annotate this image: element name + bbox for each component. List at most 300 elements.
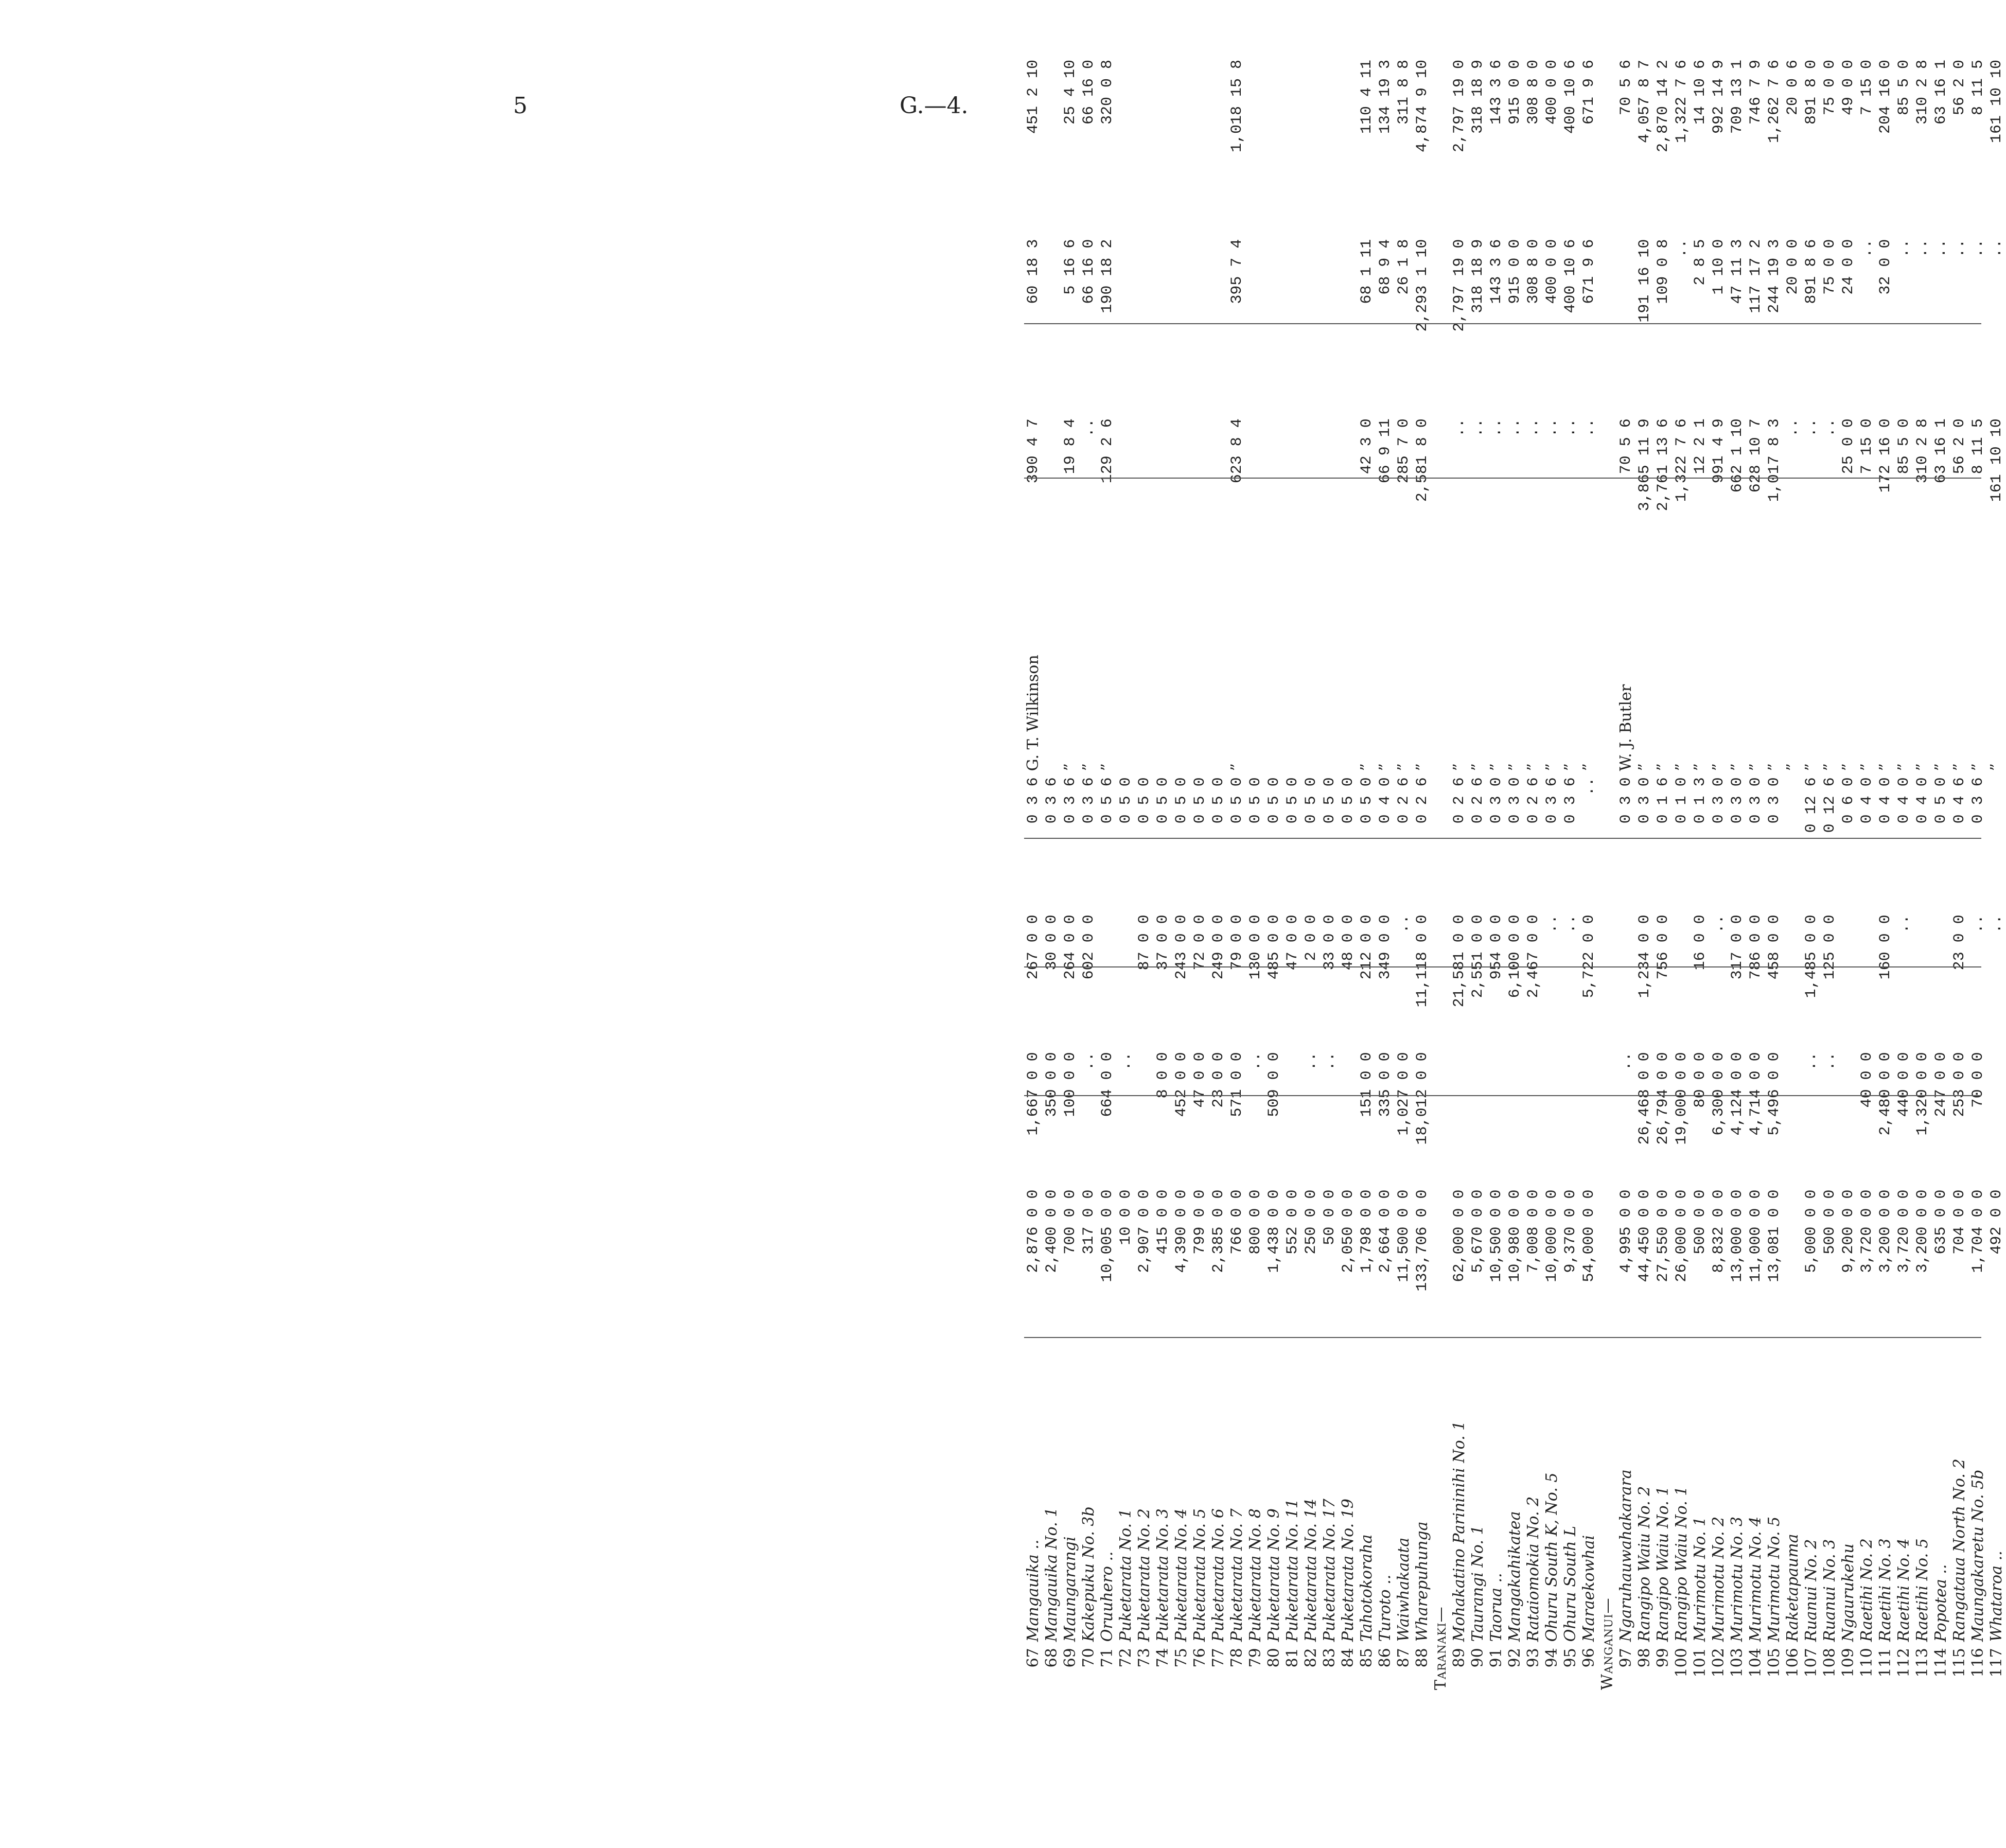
cell-no: 104 [1747, 1648, 1765, 1678]
cell-c8: 451 2 10 [1025, 60, 1042, 134]
cell-c6: 63 16 1 [1932, 418, 1950, 484]
cell-c7 [1321, 236, 1339, 416]
table-row [1932, 57, 1950, 1693]
cell-c5: ” [1395, 763, 1413, 771]
cell-c3: 87 0 0 [1136, 914, 1153, 971]
cell-c2 [1469, 1049, 1487, 1186]
cell-c4: 0 4 0 [1877, 777, 1894, 824]
cell-c8: 8 11 5 [1969, 60, 1987, 116]
cell-c8: 75 0 0 [1821, 60, 1839, 116]
cell-name: Mangakahikatea [1506, 1511, 1524, 1642]
cell-no: 102 [1710, 1648, 1728, 1678]
cell-c4: 0 5 0 [1247, 777, 1264, 824]
cell-c2 [1784, 1049, 1802, 1186]
section-heading-row [1432, 57, 1450, 1693]
cell-c1: 2,050 0 0 [1340, 1189, 1357, 1273]
cell-c5: ” [1580, 763, 1598, 771]
cell-c6 [1246, 415, 1265, 579]
cell-c4: 0 4 0 [1895, 777, 1913, 824]
cell-c4: 0 3 0 [1766, 777, 1783, 824]
cell-c3: 786 0 0 [1747, 914, 1765, 980]
page-number: 5 [513, 93, 527, 119]
table-row [1061, 57, 1080, 1693]
cell-c2: 5,496 0 0 [1766, 1052, 1783, 1136]
table-row [1858, 57, 1876, 1693]
cell-c2 [1839, 1049, 1858, 1186]
cell-name: Turoto .. [1376, 1574, 1394, 1642]
cell-c8 [1283, 57, 1302, 236]
cell-c2: 1,027 0 0 [1395, 1052, 1413, 1136]
cell-c6 [1302, 415, 1321, 579]
cell-c1: 635 0 0 [1932, 1189, 1950, 1255]
column-rule [1024, 478, 1981, 479]
cell-c6: 172 16 0 [1877, 418, 1894, 493]
cell-c1: 4,390 0 0 [1173, 1189, 1190, 1273]
cell-no: 98 [1635, 1648, 1653, 1668]
table-row [1117, 57, 1135, 1693]
cell-c5: ” [1487, 763, 1505, 771]
cell-c3: 48 0 0 [1340, 914, 1357, 971]
cell-c7: .. [1932, 239, 1950, 258]
cell-no: 108 [1821, 1648, 1839, 1678]
cell-c8 [1339, 57, 1358, 236]
table-row [1024, 57, 1043, 1693]
cell-c2: 2,480 0 0 [1877, 1052, 1894, 1136]
cell-c1: 10,005 0 0 [1099, 1189, 1116, 1282]
cell-c7 [1117, 236, 1135, 416]
cell-name: Raetihi No. 2 [1858, 1538, 1876, 1642]
cell-c5: ” [1858, 763, 1876, 771]
cell-c4: 0 2 6 [1525, 777, 1542, 824]
cell-c6: 70 5 6 [1617, 418, 1635, 474]
cell-c7: 68 1 11 [1358, 239, 1376, 304]
cell-c5: ” [1784, 763, 1802, 771]
cell-name: Puketarata No. 5 [1191, 1508, 1209, 1642]
table-row [1154, 57, 1172, 1693]
cell-c2 [1283, 1049, 1302, 1186]
cell-c5 [1209, 579, 1228, 774]
cell-c1: 8,832 0 0 [1710, 1189, 1728, 1273]
cell-c7 [1172, 236, 1191, 416]
table-row [1358, 57, 1376, 1693]
cell-c1: 5,670 0 0 [1469, 1189, 1487, 1273]
cell-c7: 109 0 8 [1655, 239, 1672, 304]
cell-c3: 37 0 0 [1154, 914, 1172, 971]
cell-c6: 3,865 11 9 [1636, 418, 1653, 512]
cell-c3: .. [1988, 914, 2005, 934]
cell-c4: 0 5 0 [1210, 777, 1227, 824]
cell-c7: 190 18 2 [1099, 239, 1116, 313]
cell-c4: 0 3 6 [1969, 777, 1987, 824]
cell-c6: 19 8 4 [1062, 418, 1079, 474]
cell-c2: 47 0 0 [1191, 1052, 1209, 1108]
cell-c8 [1302, 57, 1321, 236]
cell-c4: 0 2 6 [1414, 777, 1431, 824]
cell-c2: 100 0 0 [1062, 1052, 1079, 1117]
cell-c5: ” [1635, 763, 1653, 771]
cell-c4: 0 5 6 [1099, 777, 1116, 824]
cell-c3 [1913, 911, 1932, 1049]
cell-no: 75 [1172, 1648, 1190, 1668]
cell-c4: 0 6 0 [1840, 777, 1857, 824]
cell-c2 [1487, 1049, 1506, 1186]
cell-c5: ” [1691, 763, 1709, 771]
cell-c4: 0 4 0 [1914, 777, 1931, 824]
cell-c2 [1506, 1049, 1524, 1186]
table-row [1784, 57, 1802, 1693]
cell-c3: 756 0 0 [1655, 914, 1672, 980]
cell-no: 81 [1283, 1648, 1301, 1668]
cell-c7: 32 0 0 [1877, 239, 1894, 295]
table-row [1172, 57, 1191, 1693]
cell-c6: 8 11 5 [1969, 418, 1987, 474]
cell-name: Rangipo Waiu No. 1 [1673, 1486, 1691, 1642]
table-row [1635, 57, 1654, 1693]
cell-no: 107 [1802, 1648, 1820, 1678]
cell-c7: 66 16 0 [1080, 239, 1098, 304]
cell-name: Murimotu No. 3 [1728, 1516, 1746, 1642]
cell-c6: .. [1506, 418, 1524, 437]
cell-c7 [1043, 236, 1061, 416]
table-row [1839, 57, 1858, 1693]
cell-no: 110 [1858, 1648, 1876, 1678]
cell-c8: 20 0 6 [1784, 60, 1802, 116]
cell-c6 [1191, 415, 1209, 579]
cell-c3: 2 0 0 [1303, 914, 1320, 961]
cell-name: Murimotu No. 5 [1765, 1516, 1783, 1642]
cell-c8: 308 8 0 [1525, 60, 1542, 125]
cell-c1: 11,500 0 0 [1395, 1189, 1413, 1282]
table-row [1209, 57, 1228, 1693]
table-row [1413, 57, 1432, 1693]
cell-c4: 0 3 6 [1043, 777, 1061, 824]
cell-c3 [1117, 911, 1135, 1049]
table-row [1987, 57, 2006, 1693]
cell-c3 [1617, 911, 1635, 1049]
table-row [1191, 57, 1209, 1693]
table-row [1487, 57, 1506, 1693]
cell-name: Puketarata No. 2 [1135, 1508, 1153, 1642]
cell-c6: .. [1488, 418, 1505, 437]
cell-c8: 400 10 6 [1562, 60, 1579, 134]
cell-c6 [1283, 415, 1302, 579]
cell-c3: 243 0 0 [1173, 914, 1190, 980]
cell-c4: 0 2 6 [1469, 777, 1487, 824]
cell-c4: 0 3 0 [1729, 777, 1746, 824]
cell-c2: .. [1617, 1052, 1635, 1071]
table-row [1376, 57, 1395, 1693]
cell-c1: 799 0 0 [1191, 1189, 1209, 1255]
cell-c3: .. [1395, 914, 1413, 934]
cell-c7: 20 0 0 [1784, 239, 1802, 295]
cell-c2 [1450, 1049, 1469, 1186]
cell-c1: 5,000 0 0 [1803, 1189, 1820, 1273]
cell-c5: ” [1524, 763, 1542, 771]
table-row [1950, 57, 1969, 1693]
cell-c4: 0 5 0 [1358, 777, 1376, 824]
cell-c7: .. [1858, 239, 1876, 258]
cell-c6 [1265, 415, 1283, 579]
cell-c6: .. [1451, 418, 1468, 437]
cell-c2: .. [1321, 1052, 1339, 1071]
land-purchase-table [1024, 57, 2005, 1693]
cell-no: 112 [1895, 1648, 1913, 1678]
cell-c5: ” [1821, 763, 1839, 771]
cell-c3: 602 0 0 [1080, 914, 1098, 980]
cell-c3: 458 0 0 [1766, 914, 1783, 980]
cell-c5 [1135, 579, 1154, 774]
cell-c2: 26,794 0 0 [1655, 1052, 1672, 1145]
table-row [1524, 57, 1543, 1693]
cell-c8: 85 5 0 [1895, 60, 1913, 116]
cell-c8: 49 0 0 [1840, 60, 1857, 116]
cell-name: Puketarata No. 9 [1265, 1508, 1283, 1642]
cell-c8: 7 15 0 [1858, 60, 1876, 116]
cell-c7: 191 16 10 [1636, 239, 1653, 323]
column-rule [1024, 838, 1981, 839]
cell-c2: 247 0 0 [1932, 1052, 1950, 1117]
cell-c4: 0 1 3 [1692, 777, 1709, 824]
table-row [1691, 57, 1710, 1693]
cell-c3: 130 0 0 [1247, 914, 1264, 980]
table-row [1080, 57, 1098, 1693]
cell-name: Rangataua North No. 2 [1950, 1458, 1968, 1642]
cell-c7: 395 7 4 [1228, 239, 1246, 304]
cell-c2: 151 0 0 [1358, 1052, 1376, 1117]
cell-no: 77 [1209, 1648, 1227, 1668]
cell-c4: 0 2 6 [1451, 777, 1468, 824]
cell-c3: 30 0 0 [1043, 914, 1061, 971]
cell-c6: .. [1543, 418, 1561, 437]
cell-c2: .. [1303, 1052, 1320, 1071]
cell-c1: 766 0 0 [1228, 1189, 1246, 1255]
page-header [0, 0, 1051, 154]
cell-c7: .. [1914, 239, 1931, 258]
cell-c6: .. [1525, 418, 1542, 437]
cell-c3: 6,100 0 0 [1506, 914, 1524, 998]
cell-c2 [1543, 1049, 1561, 1186]
cell-name: Whataroa .. [1987, 1551, 2005, 1642]
cell-name: Rangipo Waiu No. 2 [1635, 1486, 1653, 1642]
cell-c7: 2 8 5 [1692, 239, 1709, 286]
cell-c6: .. [1562, 418, 1579, 437]
cell-c8: 1,262 7 6 [1766, 60, 1783, 144]
cell-c5: ” [1876, 763, 1894, 771]
cell-name: Murimotu No. 2 [1710, 1516, 1728, 1642]
cell-c5: ” [1728, 763, 1746, 771]
cell-c1: 1,798 0 0 [1358, 1189, 1376, 1273]
table-row [1765, 57, 1784, 1693]
cell-c7: 2,797 19 0 [1451, 239, 1468, 332]
column-rule [1024, 1095, 1981, 1096]
cell-c5: ” [1358, 763, 1376, 771]
cell-c1: 704 0 0 [1951, 1189, 1968, 1255]
cell-c8: 2,870 14 2 [1655, 60, 1672, 153]
cell-no: 94 [1543, 1648, 1561, 1668]
cell-name: Ngaruhauwahakarara [1617, 1469, 1635, 1642]
cell-c4: 0 1 6 [1655, 777, 1672, 824]
cell-name: Puketarata No. 11 [1283, 1499, 1301, 1642]
cell-c6: .. [1784, 418, 1802, 437]
cell-c8: 25 4 10 [1062, 60, 1079, 125]
cell-c1: 9,370 0 0 [1562, 1189, 1579, 1273]
cell-c7: 47 11 3 [1729, 239, 1746, 304]
cell-name: Waiwhakaata [1395, 1537, 1413, 1642]
table-row [1265, 57, 1283, 1693]
cell-c6: .. [1469, 418, 1487, 437]
cell-c5: ” [1376, 763, 1394, 771]
cell-c4: 0 5 0 [1284, 777, 1301, 824]
cell-c4: 0 4 0 [1858, 777, 1876, 824]
cell-c8: 311 8 8 [1395, 60, 1413, 125]
cell-no: 69 [1061, 1648, 1079, 1668]
cell-c8: 4,057 8 7 [1636, 60, 1653, 144]
table-row [1135, 57, 1154, 1693]
cell-c3: .. [1562, 914, 1579, 934]
cell-name: Mohakatino Parininihi No. 1 [1450, 1420, 1468, 1642]
cell-c1: 2,907 0 0 [1136, 1189, 1153, 1273]
cell-name: Maraekowhai [1580, 1535, 1598, 1642]
cell-c2: 335 0 0 [1377, 1052, 1394, 1117]
cell-c1 [1784, 1186, 1802, 1324]
cell-c2: 6,300 0 0 [1710, 1052, 1728, 1136]
table-row [1098, 57, 1117, 1693]
table-body [1024, 57, 2006, 1693]
cell-c6 [1321, 415, 1339, 579]
cell-c1: 317 0 0 [1080, 1189, 1098, 1255]
cell-no: 100 [1673, 1648, 1691, 1678]
cell-no: 114 [1932, 1648, 1950, 1678]
cell-c1: 10,000 0 0 [1543, 1189, 1561, 1282]
cell-c2: 1,320 0 0 [1914, 1052, 1931, 1136]
cell-c7 [1302, 236, 1321, 416]
cell-c3: .. [1710, 914, 1728, 934]
cell-c5 [1339, 579, 1358, 774]
cell-c2: 4,714 0 0 [1747, 1052, 1765, 1136]
table-row [1450, 57, 1469, 1693]
cell-c7 [1246, 236, 1265, 416]
cell-no: 116 [1969, 1648, 1987, 1678]
table-row [1339, 57, 1358, 1693]
cell-c3: 16 0 0 [1692, 914, 1709, 971]
cell-c7 [1209, 236, 1228, 416]
cell-c8: 4,874 9 10 [1414, 60, 1431, 153]
section-heading-row [1598, 57, 1617, 1693]
cell-c2 [1339, 1049, 1358, 1186]
cell-no: 86 [1376, 1648, 1394, 1668]
cell-c3: 264 0 0 [1062, 914, 1079, 980]
cell-no: 67 [1024, 1648, 1042, 1668]
cell-c3: 485 0 0 [1265, 914, 1283, 980]
cell-c2: 26,468 0 0 [1636, 1052, 1653, 1145]
cell-c2: 440 0 0 [1895, 1052, 1913, 1117]
cell-name: Wharepuhunga [1413, 1521, 1431, 1642]
cell-c6: 25 0 0 [1840, 418, 1857, 474]
cell-c8: 70 5 6 [1617, 60, 1635, 116]
cell-c1: 1,704 0 0 [1969, 1189, 1987, 1273]
cell-no: 85 [1358, 1648, 1376, 1668]
cell-name: Puketarata No. 19 [1339, 1499, 1357, 1642]
cell-c4: 0 3 6 [1025, 777, 1042, 824]
cell-c6: 1,017 8 3 [1766, 418, 1783, 502]
table-row [1543, 57, 1561, 1693]
cell-c7: 2,293 1 10 [1414, 239, 1431, 332]
cell-c8: 63 16 1 [1932, 60, 1950, 125]
cell-c1: 54,000 0 0 [1580, 1189, 1598, 1282]
cell-c8: 320 0 8 [1099, 60, 1116, 125]
cell-c1: 492 0 0 [1988, 1189, 2005, 1255]
cell-c6: 56 2 0 [1951, 418, 1968, 474]
cell-c8 [1246, 57, 1265, 236]
cell-c7 [1283, 236, 1302, 416]
cell-c1: 27,550 0 0 [1655, 1189, 1672, 1282]
cell-c5: ” [1839, 763, 1857, 771]
cell-c1: 700 0 0 [1062, 1189, 1079, 1255]
cell-c5: ” [1710, 763, 1728, 771]
cell-c4: 0 5 0 [1321, 777, 1339, 824]
cell-c1: 133,706 0 0 [1414, 1189, 1431, 1292]
cell-c3: 249 0 0 [1210, 914, 1227, 980]
cell-c3: .. [1543, 914, 1561, 934]
cell-c4: 0 5 0 [1191, 777, 1209, 824]
cell-no: 101 [1691, 1648, 1709, 1678]
cell-c7: .. [1673, 239, 1691, 258]
cell-c3: 5,722 0 0 [1580, 914, 1598, 998]
cell-c1: 50 0 0 [1321, 1189, 1339, 1245]
cell-c6: 390 4 7 [1025, 418, 1042, 484]
cell-c7: 891 8 6 [1803, 239, 1820, 304]
cell-c7 [1617, 236, 1635, 416]
cell-c3: 21,581 0 0 [1451, 914, 1468, 1008]
cell-c6: 129 2 6 [1099, 418, 1116, 484]
cell-name: Mangauika No. 1 [1043, 1507, 1061, 1642]
cell-name: Murimotu No. 1 [1691, 1516, 1709, 1642]
cell-c3 [1932, 911, 1950, 1049]
cell-c1: 44,450 0 0 [1636, 1189, 1653, 1282]
cell-c1: 415 0 0 [1154, 1189, 1172, 1255]
cell-name: Ruanui No. 3 [1821, 1539, 1839, 1642]
cell-c3: .. [1969, 914, 1987, 934]
cell-c4: 0 5 0 [1154, 777, 1172, 824]
cell-no: 78 [1228, 1648, 1246, 1668]
cell-c8 [1265, 57, 1283, 236]
cell-name: Ohuru South K, No. 5 [1543, 1472, 1561, 1642]
cell-c8 [1117, 57, 1135, 236]
cell-no: 91 [1487, 1648, 1505, 1668]
cell-c1: 7,008 0 0 [1525, 1189, 1542, 1273]
cell-c6: 42 3 0 [1358, 418, 1376, 474]
cell-c2: 80 0 0 [1692, 1052, 1709, 1108]
column-rule [1024, 1337, 1981, 1338]
cell-c2: 571 0 0 [1228, 1052, 1246, 1117]
cell-c8: 400 0 0 [1543, 60, 1561, 125]
cell-c2 [1135, 1049, 1154, 1186]
cell-name: Puketarata No. 8 [1246, 1508, 1264, 1642]
table-row [1506, 57, 1524, 1693]
cell-c4: 0 3 6 [1562, 777, 1579, 824]
cell-c4: 0 3 6 [1080, 777, 1098, 824]
cell-c8: 318 18 9 [1469, 60, 1487, 134]
cell-c4: 0 12 6 [1803, 777, 1820, 833]
cell-c2 [1580, 1049, 1598, 1186]
cell-c6: 662 1 10 [1729, 418, 1746, 493]
cell-c4: 0 3 0 [1710, 777, 1728, 824]
cell-no: 109 [1839, 1648, 1857, 1678]
cell-c1: 13,000 0 0 [1729, 1189, 1746, 1282]
table-row [1821, 57, 1839, 1693]
table-row [1283, 57, 1302, 1693]
cell-no: 93 [1524, 1648, 1542, 1668]
